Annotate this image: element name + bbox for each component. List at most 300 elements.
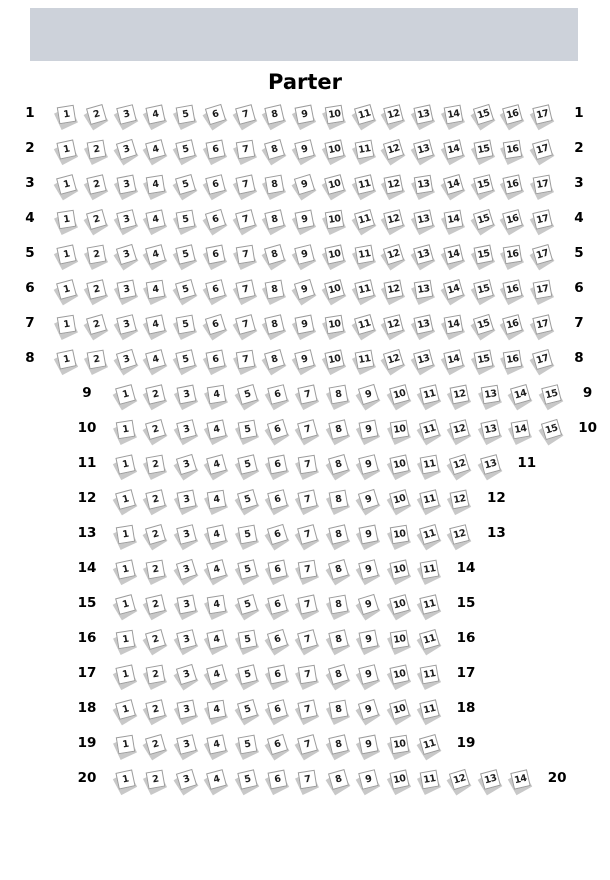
seat-r10-s11[interactable] [418,420,442,444]
seat-r7-s3[interactable] [115,315,139,339]
seat-number: 8 [328,419,348,439]
seat-r6-s8[interactable] [263,280,287,304]
seat-r7-s4[interactable] [144,315,168,339]
seat-r20-s7[interactable] [296,770,320,794]
seat-r10-s7[interactable] [296,420,320,444]
seat-r5-s10[interactable] [323,245,347,269]
seat-r18-s8[interactable] [327,700,351,724]
seat-r12-s1[interactable] [114,490,138,514]
seat-number: 8 [265,104,285,124]
seat-r4-s11[interactable] [353,210,377,234]
seat-r11-s7[interactable] [296,455,320,479]
seat-r3-s1[interactable] [55,175,79,199]
seat-r20-s10[interactable] [388,770,412,794]
seat-r6-s1[interactable] [55,280,79,304]
seat-r8-s2[interactable] [85,350,109,374]
seat-r9-s8[interactable] [327,385,351,409]
seat-r1-s2[interactable] [85,105,109,129]
seat-r13-s10[interactable] [388,525,412,549]
seat-r15-s4[interactable] [205,595,229,619]
seat-r10-s14[interactable] [509,420,533,444]
seat-r4-s15[interactable] [472,210,496,234]
seat-r13-s5[interactable] [236,525,260,549]
seat-r20-s2[interactable] [144,770,168,794]
seat-r8-s12[interactable] [382,350,406,374]
seat-r16-s1[interactable] [114,630,138,654]
seat-r20-s1[interactable] [114,770,138,794]
seat-r18-s6[interactable] [266,700,290,724]
seat-r4-s9[interactable] [293,210,317,234]
seat-r1-s3[interactable] [115,105,139,129]
seat-r4-s12[interactable] [382,210,406,234]
seat-r2-s5[interactable] [174,140,198,164]
seat-r7-s17[interactable] [531,315,555,339]
seat-r17-s3[interactable] [175,665,199,689]
seat-r1-s15[interactable] [472,105,496,129]
seat-r6-s16[interactable] [501,280,525,304]
seat-r6-s17[interactable] [531,280,555,304]
seat-r4-s8[interactable] [263,210,287,234]
seat-r2-s17[interactable] [531,140,555,164]
seat-r13-s2[interactable] [144,525,168,549]
seat-r7-s2[interactable] [85,315,109,339]
seat-r6-s12[interactable] [382,280,406,304]
seat-r6-s10[interactable] [323,280,347,304]
seat-r19-s7[interactable] [296,735,320,759]
seat-r1-s13[interactable] [412,105,436,129]
seat-r13-s12[interactable] [448,525,472,549]
seat-r19-s9[interactable] [357,735,381,759]
seat-r3-s15[interactable] [472,175,496,199]
seat-r14-s11[interactable] [418,560,442,584]
seat-r3-s6[interactable] [204,175,228,199]
seat-r20-s4[interactable] [205,770,229,794]
seat-r8-s10[interactable] [323,350,347,374]
seat-number: 13 [413,349,434,370]
seat-r3-s12[interactable] [382,175,406,199]
seat-r15-s10[interactable] [388,595,412,619]
seat-r8-s15[interactable] [472,350,496,374]
seat-r6-s2[interactable] [85,280,109,304]
seat-r8-s7[interactable] [234,350,258,374]
seat-r7-s1[interactable] [55,315,79,339]
seat-r3-s14[interactable] [442,175,466,199]
seat-r4-s14[interactable] [442,210,466,234]
seat-r12-s11[interactable] [418,490,442,514]
seat-r8-s4[interactable] [144,350,168,374]
seat-r18-s1[interactable] [114,700,138,724]
seat-r16-s11[interactable] [418,630,442,654]
seat-r16-s9[interactable] [357,630,381,654]
seat-r12-s4[interactable] [205,490,229,514]
seat-r20-s3[interactable] [175,770,199,794]
seat-r17-s10[interactable] [388,665,412,689]
seat-r16-s5[interactable] [236,630,260,654]
seat-r12-s2[interactable] [144,490,168,514]
seat-r9-s13[interactable] [479,385,503,409]
seat-r7-s11[interactable] [353,315,377,339]
seat-r10-s9[interactable] [357,420,381,444]
seat-r6-s15[interactable] [472,280,496,304]
seat-r8-s13[interactable] [412,350,436,374]
seat-r17-s2[interactable] [144,665,168,689]
seat-r10-s8[interactable] [327,420,351,444]
seat-r15-s8[interactable] [327,595,351,619]
seat-r9-s7[interactable] [296,385,320,409]
seat-r2-s8[interactable] [263,140,287,164]
seat-r5-s7[interactable] [234,245,258,269]
seat-r19-s10[interactable] [388,735,412,759]
seat-r5-s13[interactable] [412,245,436,269]
seat-r19-s4[interactable] [205,735,229,759]
seat-r12-s6[interactable] [266,490,290,514]
seat-r7-s16[interactable] [501,315,525,339]
seat-r2-s6[interactable] [204,140,228,164]
seat-r1-s10[interactable] [323,105,347,129]
seat-r2-s10[interactable] [323,140,347,164]
seat-r1-s16[interactable] [501,105,525,129]
seat-r3-s11[interactable] [353,175,377,199]
seat-r2-s11[interactable] [353,140,377,164]
seat-number: 1 [116,735,135,754]
seat-r14-s4[interactable] [205,560,229,584]
seat-r2-s2[interactable] [85,140,109,164]
seat-r1-s6[interactable] [204,105,228,129]
seat-r8-s1[interactable] [55,350,79,374]
seat-r17-s6[interactable] [266,665,290,689]
seat-r18-s9[interactable] [357,700,381,724]
seat-r2-s3[interactable] [115,140,139,164]
seat-r19-s2[interactable] [144,735,168,759]
seat-r11-s12[interactable] [448,455,472,479]
seat-r4-s2[interactable] [85,210,109,234]
seat-r16-s2[interactable] [144,630,168,654]
seat-r13-s3[interactable] [175,525,199,549]
seat-r13-s6[interactable] [266,525,290,549]
seat-r6-s7[interactable] [234,280,258,304]
seat-r11-s11[interactable] [418,455,442,479]
seat-r1-s17[interactable] [531,105,555,129]
seat-r1-s7[interactable] [234,105,258,129]
seat-r11-s3[interactable] [175,455,199,479]
seat-r17-s11[interactable] [418,665,442,689]
seat-r3-s13[interactable] [412,175,436,199]
seat-r5-s14[interactable] [442,245,466,269]
seat-r18-s5[interactable] [236,700,260,724]
seat-r2-s7[interactable] [234,140,258,164]
seat-r11-s5[interactable] [236,455,260,479]
seat-r12-s9[interactable] [357,490,381,514]
seat-r19-s5[interactable] [236,735,260,759]
seat-r1-s4[interactable] [144,105,168,129]
seat-r3-s8[interactable] [263,175,287,199]
seat-r4-s13[interactable] [412,210,436,234]
seat-r2-s9[interactable] [293,140,317,164]
seat-r15-s3[interactable] [175,595,199,619]
seat-r1-s9[interactable] [293,105,317,129]
seat-r17-s7[interactable] [296,665,320,689]
seat-r9-s6[interactable] [266,385,290,409]
seat-number: 10 [389,384,410,405]
seat-r14-s1[interactable] [114,560,138,584]
seat-r8-s9[interactable] [293,350,317,374]
seat-r11-s13[interactable] [479,455,503,479]
seat-r3-s2[interactable] [85,175,109,199]
seat-r13-s9[interactable] [357,525,381,549]
seat-r14-s5[interactable] [236,560,260,584]
seat-r4-s10[interactable] [323,210,347,234]
seat-r14-s3[interactable] [175,560,199,584]
seat-number: 10 [389,769,409,789]
seat-r12-s8[interactable] [327,490,351,514]
seat-r18-s7[interactable] [296,700,320,724]
seat-r3-s9[interactable] [293,175,317,199]
seat-r8-s17[interactable] [531,350,555,374]
seat-r5-s2[interactable] [85,245,109,269]
seat-r4-s7[interactable] [234,210,258,234]
seat-r5-s12[interactable] [382,245,406,269]
seat-r9-s10[interactable] [388,385,412,409]
seat-r5-s6[interactable] [204,245,228,269]
seat-r8-s5[interactable] [174,350,198,374]
seat-r13-s4[interactable] [205,525,229,549]
seat-r13-s11[interactable] [418,525,442,549]
seat-r5-s17[interactable] [531,245,555,269]
seat-r16-s10[interactable] [388,630,412,654]
seat-r8-s8[interactable] [263,350,287,374]
seat-r13-s7[interactable] [296,525,320,549]
seat-r17-s8[interactable] [327,665,351,689]
seat-r2-s15[interactable] [472,140,496,164]
seat-number: 7 [297,629,318,650]
seat-r18-s3[interactable] [175,700,199,724]
seat-r4-s3[interactable] [115,210,139,234]
seat-r20-s12[interactable] [448,770,472,794]
seat-r7-s5[interactable] [174,315,198,339]
seat-r15-s1[interactable] [114,595,138,619]
seat-r12-s3[interactable] [175,490,199,514]
seat-r6-s9[interactable] [293,280,317,304]
seat-r5-s11[interactable] [353,245,377,269]
seat-r9-s12[interactable] [448,385,472,409]
seat-r9-s5[interactable] [236,385,260,409]
row-label-left-8: 8 [25,350,35,366]
seat-r8-s6[interactable] [204,350,228,374]
seat-number: 11 [354,279,374,299]
seat-r9-s15[interactable] [540,385,564,409]
seat-r5-s16[interactable] [501,245,525,269]
seat-r9-s11[interactable] [418,385,442,409]
seat-r5-s15[interactable] [472,245,496,269]
seat-r3-s5[interactable] [174,175,198,199]
seat-r13-s8[interactable] [327,525,351,549]
seat-r6-s6[interactable] [204,280,228,304]
seat-r19-s1[interactable] [114,735,138,759]
seat-r8-s11[interactable] [353,350,377,374]
seat-r8-s14[interactable] [442,350,466,374]
seat-r11-s9[interactable] [357,455,381,479]
seat-r19-s8[interactable] [327,735,351,759]
seat-r7-s15[interactable] [472,315,496,339]
seat-r3-s4[interactable] [144,175,168,199]
seat-r17-s9[interactable] [357,665,381,689]
seat-r2-s4[interactable] [144,140,168,164]
seat-r7-s7[interactable] [234,315,258,339]
seat-r2-s14[interactable] [442,140,466,164]
seat-r6-s13[interactable] [412,280,436,304]
seat-r11-s1[interactable] [114,455,138,479]
seat-r3-s3[interactable] [115,175,139,199]
seat-r3-s10[interactable] [323,175,347,199]
seat-r15-s2[interactable] [144,595,168,619]
seat-r14-s9[interactable] [357,560,381,584]
seat-r20-s6[interactable] [266,770,290,794]
seat-r10-s4[interactable] [205,420,229,444]
seat-r12-s7[interactable] [296,490,320,514]
seat-r20-s9[interactable] [357,770,381,794]
seat-r20-s5[interactable] [236,770,260,794]
seat-number: 12 [450,524,471,545]
seat-r11-s10[interactable] [388,455,412,479]
seat-r9-s1[interactable] [114,385,138,409]
seat-r6-s14[interactable] [442,280,466,304]
seat-r7-s6[interactable] [204,315,228,339]
seat-r7-s14[interactable] [442,315,466,339]
seat-r19-s11[interactable] [418,735,442,759]
seat-r19-s6[interactable] [266,735,290,759]
seat-r3-s16[interactable] [501,175,525,199]
seat-r13-s1[interactable] [114,525,138,549]
row-label-right-15: 15 [456,595,476,611]
seat-r16-s4[interactable] [205,630,229,654]
seat-number: 12 [449,454,470,475]
seat-number: 1 [56,279,77,300]
seat-r6-s4[interactable] [144,280,168,304]
seat-r20-s8[interactable] [327,770,351,794]
seat-r5-s9[interactable] [293,245,317,269]
seat-r15-s6[interactable] [266,595,290,619]
seat-r20-s13[interactable] [479,770,503,794]
seat-r3-s7[interactable] [234,175,258,199]
seat-r3-s17[interactable] [531,175,555,199]
seat-r20-s14[interactable] [509,770,533,794]
seat-r10-s12[interactable] [448,420,472,444]
seat-r9-s9[interactable] [357,385,381,409]
seat-r4-s1[interactable] [55,210,79,234]
seat-r10-s13[interactable] [479,420,503,444]
seat-r20-s11[interactable] [418,770,442,794]
seat-r2-s16[interactable] [501,140,525,164]
seat-r12-s12[interactable] [448,490,472,514]
seat-r4-s4[interactable] [144,210,168,234]
seat-r1-s11[interactable] [353,105,377,129]
seat-r4-s6[interactable] [204,210,228,234]
seat-r7-s8[interactable] [263,315,287,339]
seat-r5-s1[interactable] [55,245,79,269]
seat-r5-s4[interactable] [144,245,168,269]
seat-r9-s3[interactable] [175,385,199,409]
seat-number: 16 [502,209,523,230]
seat-r14-s6[interactable] [266,560,290,584]
seat-r9-s4[interactable] [205,385,229,409]
seat-r17-s5[interactable] [236,665,260,689]
seat-r5-s8[interactable] [263,245,287,269]
seat-r10-s3[interactable] [175,420,199,444]
seat-r15-s7[interactable] [296,595,320,619]
seat-r5-s3[interactable] [115,245,139,269]
seat-r10-s1[interactable] [114,420,138,444]
seat-r6-s3[interactable] [115,280,139,304]
seat-r18-s11[interactable] [418,700,442,724]
seat-number: 6 [205,350,225,370]
seat-number: 1 [115,489,136,510]
seat-r4-s16[interactable] [501,210,525,234]
seat-r9-s2[interactable] [144,385,168,409]
seat-r18-s10[interactable] [388,700,412,724]
row-label-right-4: 4 [574,210,584,226]
seat-r1-s14[interactable] [442,105,466,129]
seat-r10-s5[interactable] [236,420,260,444]
seat-r1-s5[interactable] [174,105,198,129]
seat-r6-s11[interactable] [353,280,377,304]
seat-r16-s6[interactable] [266,630,290,654]
seat-r4-s5[interactable] [174,210,198,234]
seat-r19-s3[interactable] [175,735,199,759]
seat-r12-s5[interactable] [236,490,260,514]
seat-r18-s4[interactable] [205,700,229,724]
seat-r16-s3[interactable] [175,630,199,654]
seat-r1-s1[interactable] [55,105,79,129]
seat-r2-s13[interactable] [412,140,436,164]
seat-r2-s12[interactable] [382,140,406,164]
seat-r14-s8[interactable] [327,560,351,584]
seat-r17-s4[interactable] [205,665,229,689]
seat-r11-s6[interactable] [266,455,290,479]
seat-r10-s15[interactable] [540,420,564,444]
seat-r18-s2[interactable] [144,700,168,724]
seat-r11-s8[interactable] [327,455,351,479]
seat-r7-s10[interactable] [323,315,347,339]
seat-r14-s2[interactable] [144,560,168,584]
seat-r6-s5[interactable] [174,280,198,304]
seat-r10-s2[interactable] [144,420,168,444]
seat-r9-s14[interactable] [509,385,533,409]
seat-r14-s7[interactable] [296,560,320,584]
seat-r1-s12[interactable] [382,105,406,129]
seat-r7-s13[interactable] [412,315,436,339]
seat-r12-s10[interactable] [388,490,412,514]
seat-r1-s8[interactable] [263,105,287,129]
seat-r7-s9[interactable] [293,315,317,339]
seat-r15-s11[interactable] [418,595,442,619]
seat-r17-s1[interactable] [114,665,138,689]
seat-r14-s10[interactable] [388,560,412,584]
seat-r2-s1[interactable] [55,140,79,164]
seat-r16-s7[interactable] [296,630,320,654]
seat-r8-s3[interactable] [115,350,139,374]
seat-r10-s6[interactable] [266,420,290,444]
seat-r10-s10[interactable] [388,420,412,444]
seat-r5-s5[interactable] [174,245,198,269]
seat-r11-s4[interactable] [205,455,229,479]
seat-r16-s8[interactable] [327,630,351,654]
seat-r15-s5[interactable] [236,595,260,619]
seat-r15-s9[interactable] [357,595,381,619]
seat-r11-s2[interactable] [144,455,168,479]
seat-r4-s17[interactable] [531,210,555,234]
seat-r8-s16[interactable] [501,350,525,374]
seat-r7-s12[interactable] [382,315,406,339]
